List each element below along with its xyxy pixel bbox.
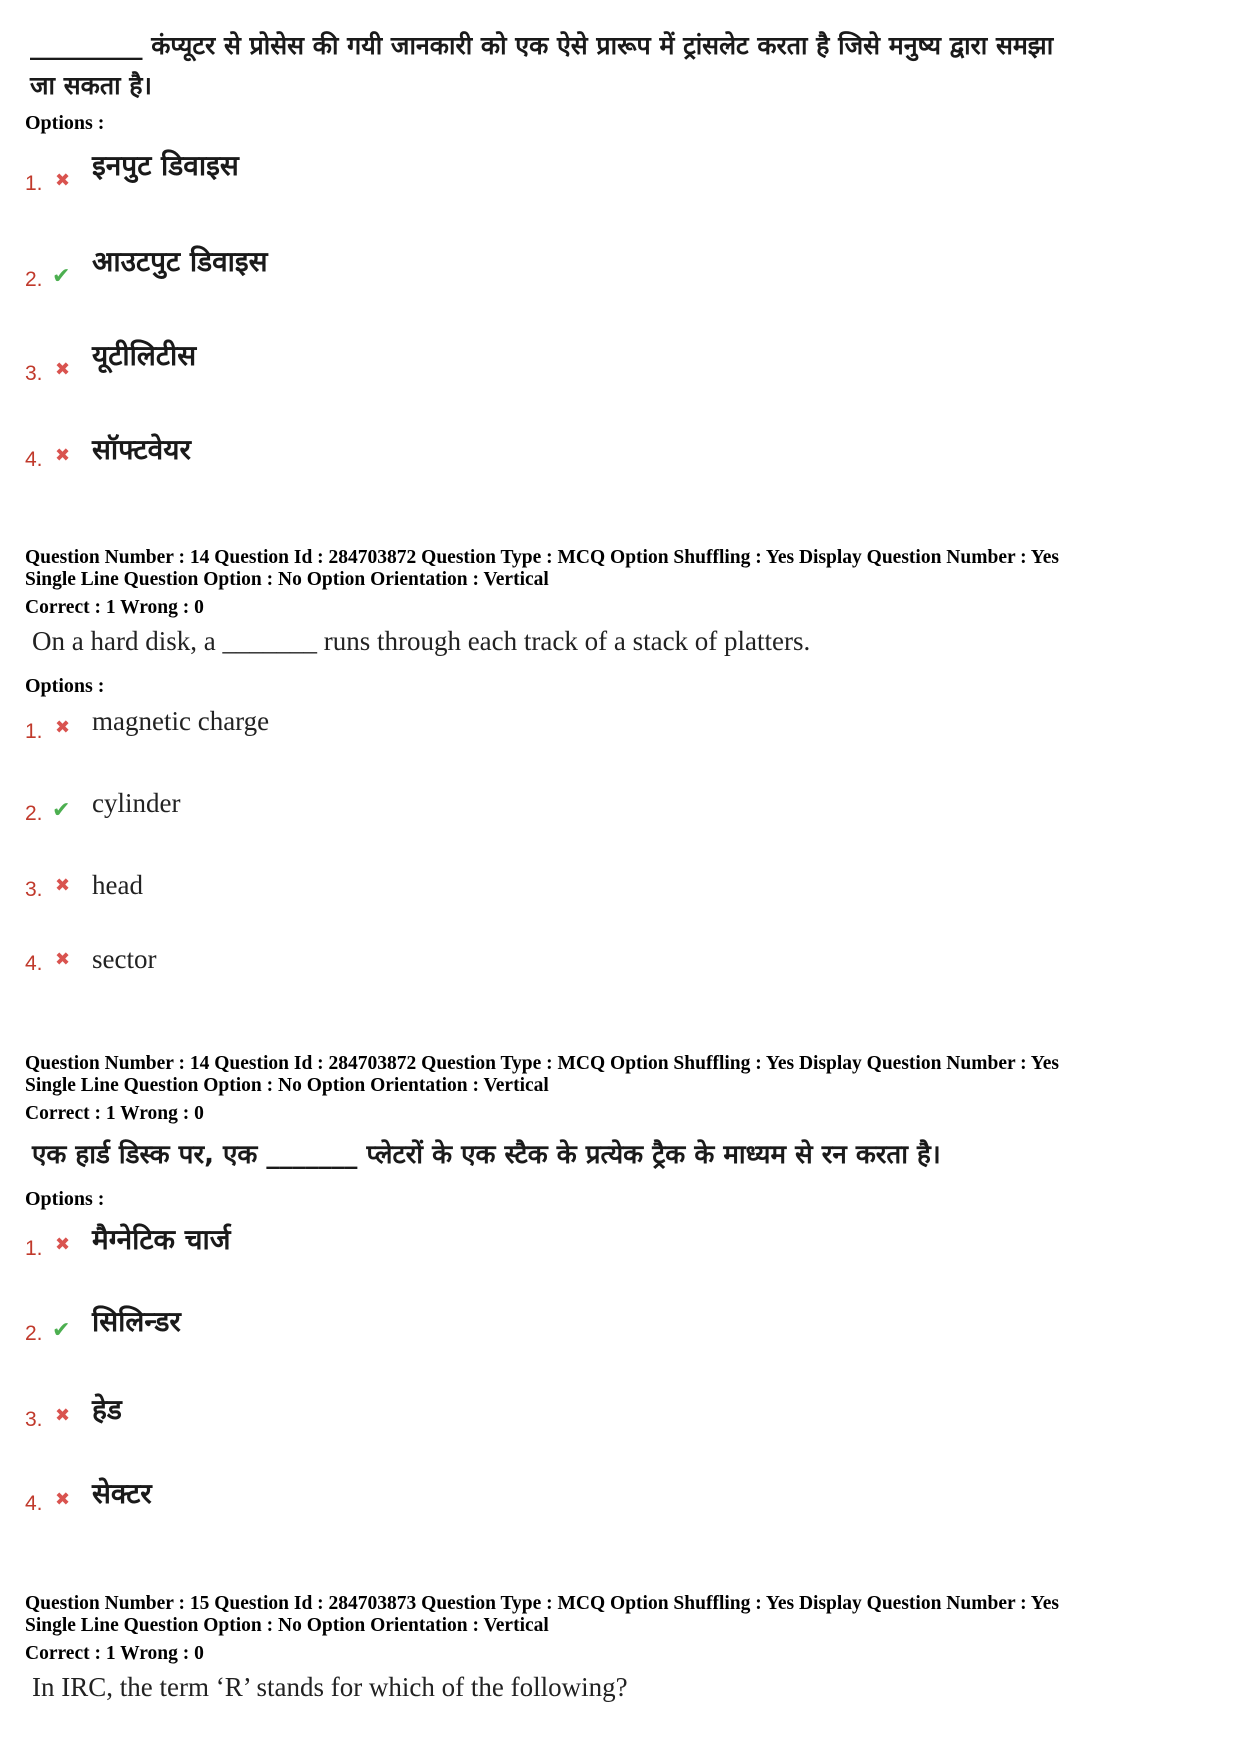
wrong-icon: ✖ bbox=[55, 1405, 71, 1426]
option-text: इनपुट डिवाइस bbox=[92, 149, 239, 182]
question-meta-line1: Question Number : 14 Question Id : 284703872 Question Type : MCQ Option Shuffling : Yes Display Question Number : Yes bbox=[25, 547, 1059, 568]
options-label: Options : bbox=[25, 112, 105, 134]
check-icon: ✔ bbox=[52, 1318, 71, 1343]
options-label: Options : bbox=[25, 675, 105, 697]
marks-info: Correct : 1 Wrong : 0 bbox=[25, 1643, 204, 1664]
wrong-icon: ✖ bbox=[55, 1234, 71, 1255]
option-number: 1. bbox=[25, 172, 43, 195]
wrong-icon: ✖ bbox=[55, 359, 71, 380]
wrong-icon: ✖ bbox=[55, 170, 71, 191]
question-meta-line2: Single Line Question Option : No Option Orientation : Vertical bbox=[25, 569, 549, 590]
wrong-icon: ✖ bbox=[55, 875, 71, 896]
option-number: 3. bbox=[25, 878, 43, 901]
wrong-icon: ✖ bbox=[55, 949, 71, 970]
option-number: 4. bbox=[25, 448, 43, 471]
option-text: हेड bbox=[92, 1393, 122, 1426]
option-text: मैग्नेटिक चार्ज bbox=[92, 1223, 231, 1256]
option-number: 2. bbox=[25, 268, 43, 291]
option-number: 1. bbox=[25, 720, 43, 743]
option-text: sector bbox=[92, 944, 157, 974]
check-icon: ✔ bbox=[52, 264, 71, 289]
question-meta-line1: Question Number : 14 Question Id : 284703872 Question Type : MCQ Option Shuffling : Yes Display Question Number : Yes bbox=[25, 1053, 1059, 1074]
question-meta-line2: Single Line Question Option : No Option Orientation : Vertical bbox=[25, 1075, 549, 1096]
options-label: Options : bbox=[25, 1188, 105, 1210]
option-number: 2. bbox=[25, 802, 43, 825]
question-text-line2: जा सकता है। bbox=[30, 71, 153, 100]
option-number: 3. bbox=[25, 1408, 43, 1431]
option-text: magnetic charge bbox=[92, 706, 270, 736]
option-number: 4. bbox=[25, 952, 43, 975]
question-text: _________ कंप्यूटर से प्रोसेस की गयी जानकारी को एक ऐसे प्रारूप में ट्रांसलेट करता है जिसे मनुष्य द्वारा समझा bbox=[30, 31, 1054, 60]
option-text: आउटपुट डिवाइस bbox=[92, 245, 268, 278]
marks-info: Correct : 1 Wrong : 0 bbox=[25, 597, 204, 618]
question-text: On a hard disk, a _______ runs through each track of a stack of platters. bbox=[32, 626, 811, 656]
option-number: 4. bbox=[25, 1492, 43, 1515]
question-text: In IRC, the term ‘R’ stands for which of the following? bbox=[32, 1672, 628, 1702]
wrong-icon: ✖ bbox=[55, 717, 71, 738]
question-meta-line1: Question Number : 15 Question Id : 284703873 Question Type : MCQ Option Shuffling : Yes Display Question Number : Yes bbox=[25, 1593, 1059, 1614]
option-text: सेक्टर bbox=[92, 1477, 152, 1510]
wrong-icon: ✖ bbox=[55, 445, 71, 466]
option-number: 2. bbox=[25, 1322, 43, 1345]
question-text: एक हार्ड डिस्क पर, एक _______ प्लेटरों के एक स्टैक के प्रत्येक ट्रैक के माध्यम से रन करता है। bbox=[32, 1140, 941, 1170]
wrong-icon: ✖ bbox=[55, 1489, 71, 1510]
marks-info: Correct : 1 Wrong : 0 bbox=[25, 1103, 204, 1124]
question-meta-line2: Single Line Question Option : No Option Orientation : Vertical bbox=[25, 1615, 549, 1636]
option-number: 3. bbox=[25, 362, 43, 385]
option-text: head bbox=[92, 870, 143, 900]
option-text: यूटीलिटीस bbox=[92, 339, 197, 372]
option-text: सॉफ्टवेयर bbox=[92, 433, 191, 466]
option-number: 1. bbox=[25, 1237, 43, 1260]
option-text: cylinder bbox=[92, 788, 181, 818]
option-text: सिलिन्डर bbox=[92, 1305, 181, 1338]
check-icon: ✔ bbox=[52, 798, 71, 823]
